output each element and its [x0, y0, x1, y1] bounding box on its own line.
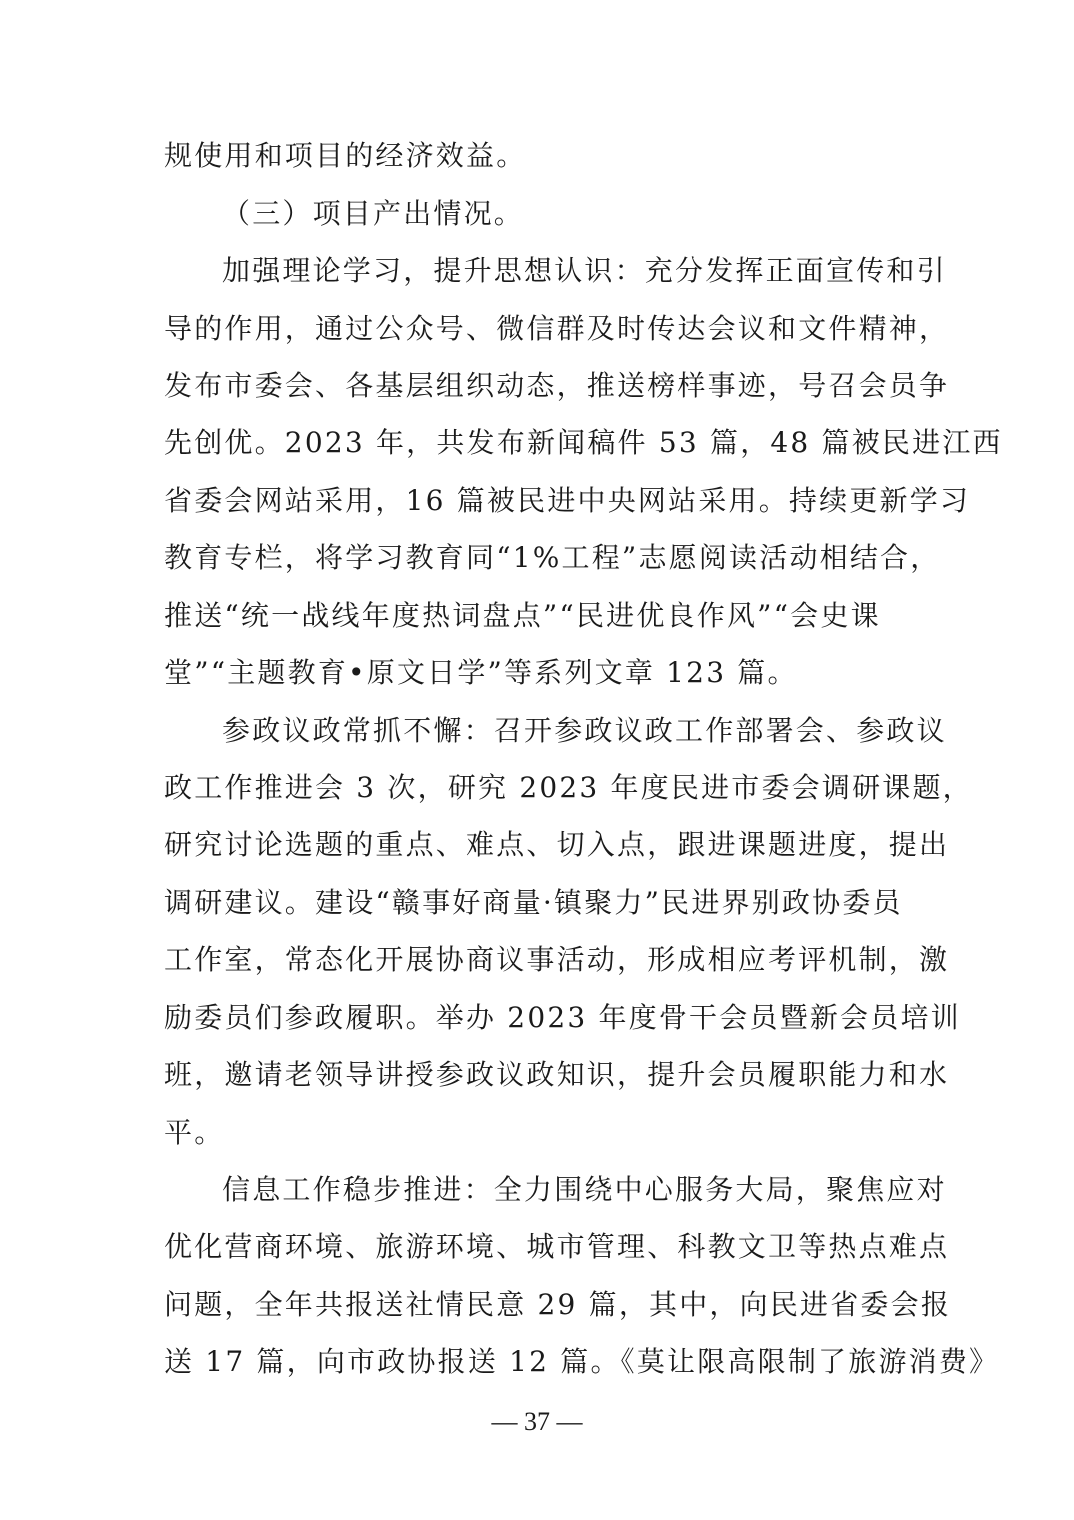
paragraph-line: 加强理论学习，提升思想认识：充分发挥正面宣传和引	[222, 254, 947, 287]
paragraph-line: 政工作推进会 3 次，研究 2023 年度民进市委会调研课题，	[164, 771, 973, 804]
paragraph-line: 平。	[164, 1116, 225, 1149]
paragraph-line: 励委员们参政履职。举办 2023 年度骨干会员暨新会员培训	[164, 1001, 961, 1034]
section-heading: （三）项目产出情况。	[222, 197, 525, 230]
paragraph-line: 优化营商环境、旅游环境、城市管理、科教文卫等热点难点	[164, 1230, 950, 1263]
paragraph-line: 先创优。2023 年，共发布新闻稿件 53 篇，48 篇被民进江西	[164, 426, 1003, 459]
paragraph-line: 教育专栏，将学习教育同“1%工程”志愿阅读活动相结合，	[164, 541, 941, 574]
paragraph-line: 堂”“主题教育•原文日学”等系列文章 123 篇。	[164, 656, 798, 689]
paragraph-line: 工作室，常态化开展协商议事活动，形成相应考评机制，激	[164, 943, 950, 976]
paragraph-line: 规使用和项目的经济效益。	[164, 139, 527, 172]
paragraph-line: 班，邀请老领导讲授参政议政知识，提升会员履职能力和水	[164, 1058, 950, 1091]
paragraph-line: 参政议政常抓不懈：召开参政议政工作部署会、参政议	[222, 714, 947, 747]
paragraph-line: 问题，全年共报送社情民意 29 篇，其中，向民进省委会报	[164, 1288, 952, 1321]
paragraph-line: 导的作用，通过公众号、微信群及时传达会议和文件精神，	[164, 312, 950, 345]
paragraph-line: 省委会网站采用，16 篇被民进中央网站采用。持续更新学习	[164, 484, 971, 517]
paragraph-line: 发布市委会、各基层组织动态，推送榜样事迹，号召会员争	[164, 369, 950, 402]
page-number: — 37 —	[491, 1407, 583, 1436]
paragraph-line: 信息工作稳步推进：全力围绕中心服务大局，聚焦应对	[222, 1173, 947, 1206]
paragraph-line: 送 17 篇，向市政协报送 12 篇。《莫让限高限制了旅游消费》	[164, 1345, 1000, 1378]
paragraph-line: 研究讨论选题的重点、难点、切入点，跟进课题进度，提出	[164, 828, 950, 861]
paragraph-line: 推送“统一战线年度热词盘点”“民进优良作风”“会史课	[164, 599, 881, 632]
paragraph-line: 调研建议。建设“赣事好商量·镇聚力”民进界别政协委员	[164, 886, 903, 919]
